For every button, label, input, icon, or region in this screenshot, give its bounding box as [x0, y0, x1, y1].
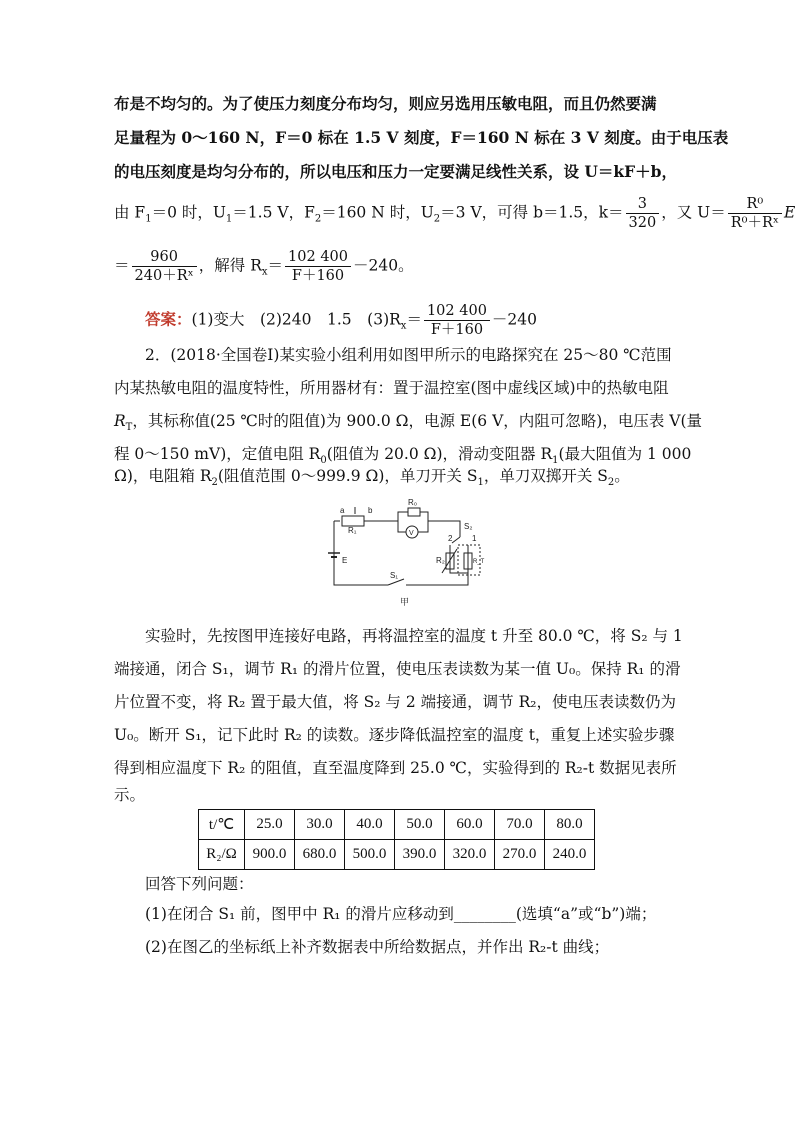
table-cell: 900.0	[245, 840, 295, 870]
label-a: a	[340, 506, 345, 515]
label-rt: R_T	[473, 559, 485, 565]
label-2: 2	[448, 534, 453, 543]
table-cell: 270.0	[495, 840, 545, 870]
circuit-caption: 甲	[400, 597, 410, 607]
table-cell: 70.0	[495, 810, 545, 840]
table-cell: 680.0	[295, 840, 345, 870]
question-1: (1)在闭合 S₁ 前，图甲中 R₁ 的滑片应移动到________(选填“a”或“b”)端；	[145, 905, 657, 923]
para1-line3: 的电压刻度是均匀分布的，所以电压和压力一定要满足线性关系，设 U＝kF＋b，	[114, 162, 677, 181]
fraction-k: $\frac{3}{320}$	[626, 195, 660, 232]
label-r1: R₁	[348, 526, 357, 535]
para2-line1: 实验时，先按图甲连接好电路，再将温控室的温度 t 升至 80.0 ℃，将 S₂ 与 1	[145, 627, 683, 645]
q2-line4: 程 0～150 mV)，定值电阻 $R_0$(阻值为 20.0 Ω)，滑动变阻器 $R_1$(最大阻值为 1 000	[114, 445, 692, 467]
label-r2: R₂	[436, 556, 445, 565]
table-cell: 60.0	[445, 810, 495, 840]
label-s2: S₂	[464, 522, 473, 531]
table-cell: 320.0	[445, 840, 495, 870]
q2-line2: 内某热敏电阻的温度特性，所用器材有：置于温控室(图中虚线区域)中的热敏电阻	[114, 379, 669, 397]
answer-label: 答案：	[145, 309, 192, 329]
para2-line3: 片位置不变，将 R₂ 置于最大值，将 S₂ 与 2 端接通，调节 R₂，使电压表读数仍为	[114, 693, 676, 711]
answer-line: 答案：(1)变大 (2)240 1.5 $(3)R_x=$ $\frac{102 400}{F+160}$ －240	[145, 303, 538, 338]
para1-line2: 足量程为 0～160 N，F＝0 标在 1.5 V 刻度，F＝160 N 标在 3 V 刻度。由于电压表	[114, 128, 729, 147]
fraction-u: $\frac{\text{R⁰}}{\text{R⁰＋Rˣ}}$	[728, 195, 782, 232]
table-row	[199, 840, 595, 870]
label-1: 1	[472, 534, 477, 543]
question-2: (2)在图乙的坐标纸上补齐数据表中所给数据点，并作出 R₂-t 曲线；	[145, 938, 610, 956]
label-e: E	[342, 556, 348, 565]
para1-line4: 由 $F_1=0$ 时，$U_1=1.5$ V，$F_2=160$ N 时，$U_2=3$ V，可得 b＝1.5，k＝ $\frac{3}{320}$ ，又 U＝ $\frac{\text{R⁰}}{\text{R⁰＋Rˣ}}$ E	[114, 196, 795, 231]
fraction-rx: $\frac{102 400}{F+160}$	[285, 248, 351, 285]
para1-line1: 布是不均匀的。为了使压力刻度分布均匀，则应另选用压敏电阻，而且仍然要满	[114, 94, 657, 113]
table-cell: 50.0	[395, 810, 445, 840]
para1-line5: ＝ $\frac{960}{\text{240＋Rˣ}}$ ，解得 $R_x=$ $\frac{102 400}{F+160}$ －240。	[114, 249, 414, 284]
label-r0: R₀	[408, 498, 418, 507]
table-cell: 390.0	[395, 840, 445, 870]
para2-line6: 示。	[114, 786, 146, 804]
table-cell: 80.0	[545, 810, 595, 840]
questions-intro: 回答下列问题：	[145, 875, 254, 893]
data-table	[198, 809, 595, 870]
q2-line3: $R_T$，其标称值(25 ℃时的阻值)为 900.0 Ω，电源 E(6 V，内阻可忽略)，电压表 V(量	[114, 412, 702, 434]
para2-line2: 端接通，闭合 S₁，调节 R₁ 的滑片位置，使电压表读数为某一值 U₀。保持 R₁ 的滑	[114, 660, 681, 678]
table-cell: 500.0	[345, 840, 395, 870]
label-b: b	[368, 506, 373, 515]
para2-line5: 得到相应温度下 R₂ 的阻值，直至温度降到 25.0 ℃，实验得到的 R₂-t 数据见表所	[114, 759, 677, 777]
circuit-diagram	[320, 495, 510, 610]
table-cell: R₂/Ω	[199, 840, 245, 870]
label-v: V	[409, 530, 414, 537]
table-cell: 240.0	[545, 840, 595, 870]
table-row	[199, 810, 595, 840]
fraction-960: $\frac{960}{\text{240＋Rˣ}}$	[132, 248, 197, 285]
table-cell: 30.0	[295, 810, 345, 840]
q2-line1: 2．(2018·全国卷Ⅰ)某实验小组利用如图甲所示的电路探究在 25～80 ℃范围	[145, 346, 672, 364]
q2-line5: Ω)，电阻箱 $R_2$(阻值范围 0～999.9 Ω)，单刀开关 $S_1$，单刀双掷开关 $S_2$。	[114, 467, 630, 489]
answer-fraction: $\frac{102 400}{F+160}$	[424, 302, 490, 339]
para2-line4: U₀。断开 S₁，记下此时 R₂ 的读数。逐步降低温控室的温度 t，重复上述实验步骤	[114, 726, 675, 744]
label-s1: S₁	[390, 571, 399, 580]
table-cell: 25.0	[245, 810, 295, 840]
table-cell: t/℃	[199, 810, 245, 840]
table-cell: 40.0	[345, 810, 395, 840]
